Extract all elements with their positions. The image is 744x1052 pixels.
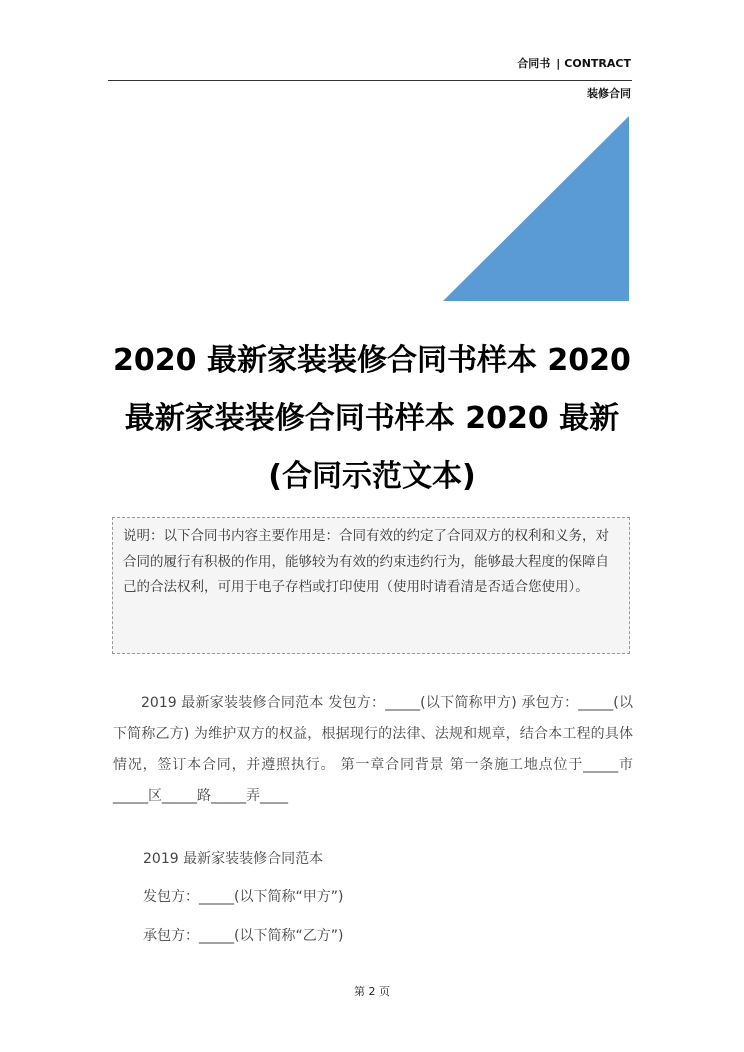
page-number: 第 2 页 bbox=[354, 985, 390, 998]
triangle-shape bbox=[443, 116, 629, 301]
decorative-triangle bbox=[443, 116, 629, 301]
body-line-party-a: 发包方：_____(以下简称“甲方”) bbox=[143, 889, 344, 905]
header-left-text: 合同书 bbox=[517, 57, 551, 70]
explanation-box bbox=[112, 517, 630, 654]
body-line-title: 2019 最新家装装修合同范本 bbox=[143, 851, 324, 867]
title-line-2: 最新家装装修合同书样本 2020 最新 bbox=[124, 401, 620, 436]
title-line-1: 2020 最新家装装修合同书样本 2020 bbox=[113, 343, 631, 378]
header-subtitle: 装修合同 bbox=[587, 87, 631, 100]
header-label bbox=[517, 55, 631, 71]
explanation-text: 说明：以下合同书内容主要作用是：合同有效的约定了合同双方的权利和义务，对合同的履行有积极的作用，能够较为有效的约束违约行为，能够最大程度的保障自己的合法权利，可用于电子存档或打印使用（使用时请看清是否适合您使用）。 bbox=[123, 528, 609, 595]
document-title bbox=[100, 332, 644, 506]
body-paragraph: 2019 最新家装装修合同范本 发包方：_____(以下简称甲方) 承包方：_____(以下简称乙方) 为维护双方的权益，根据现行的法律、法规和规章，结合本工程的具体情况，签订本合同，并遵照执行。 第一章合同背景 第一条施工地点位于_____市_____区_____路_____弄____ bbox=[113, 695, 633, 804]
body-line-party-b: 承包方：_____(以下简称“乙方”) bbox=[143, 928, 344, 944]
header-divider bbox=[108, 80, 632, 81]
title-line-3: (合同示范文本) bbox=[268, 459, 476, 494]
header-right-text: CONTRACT bbox=[564, 57, 631, 70]
header-separator: | bbox=[556, 57, 561, 70]
